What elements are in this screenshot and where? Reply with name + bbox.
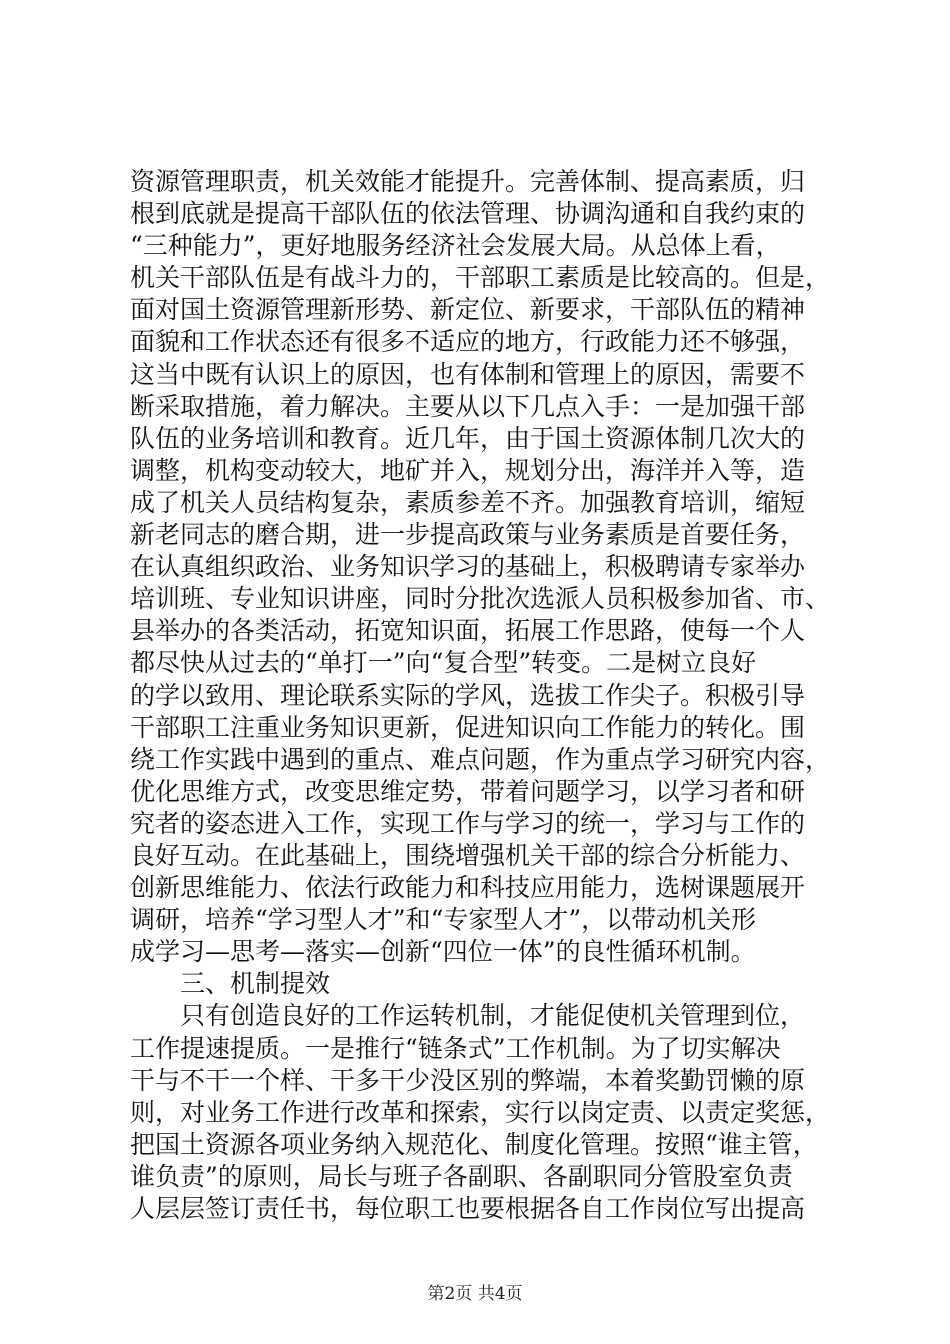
document-body-text (130, 166, 830, 1225)
text-line: 培训班、专业知识讲座，同时分批次选派人员积极参加省、市、 (130, 584, 831, 614)
text-line: 干部职工注重业务知识更新，促进知识向工作能力的转化。围 (130, 712, 806, 742)
text-line: 把国土资源各项业务纳入规范化、制度化管理。按照“谁主管， (130, 1129, 818, 1159)
text-line: 在认真组织政治、业务知识学习的基础上，积极聘请专家举办 (130, 552, 806, 582)
text-line: 成了机关人员结构复杂，素质参差不齐。加强教育培训，缩短 (130, 487, 806, 517)
text-line: 根到底就是提高干部队伍的依法管理、协调沟通和自我约束的 (130, 199, 806, 229)
page-number-footer: 第2页 共4页 (427, 1284, 523, 1304)
text-line: “三种能力”，更好地服务经济社会发展大局。从总体上看， (130, 231, 781, 261)
text-line: 良好互动。在此基础上，围绕增强机关干部的综合分析能力、 (130, 840, 806, 870)
text-line: 创新思维能力、依法行政能力和科技应用能力，选树课题展开 (130, 873, 806, 903)
text-line: 究者的姿态进入工作，实现工作与学习的统一，学习与工作的 (130, 808, 806, 838)
text-line: 都尽快从过去的“单打一”向“复合型”转变。二是树立良好 (130, 648, 757, 678)
text-line: 则，对业务工作进行改革和探索，实行以岗定责、以责定奖惩， (130, 1097, 831, 1127)
text-line: 优化思维方式，改变思维定势，带着问题学习，以学习者和研 (130, 776, 806, 806)
text-line: 干与不干一个样、干多干少没区别的弊端，本着奖勤罚懒的原 (130, 1065, 806, 1095)
text-line: 资源管理职责，机关效能才能提升。完善体制、提高素质，归 (130, 167, 806, 196)
text-line: 县举办的各类活动，拓宽知识面，拓展工作思路，使每一个人 (130, 616, 806, 646)
text-line: 的学以致用、理论联系实际的学风，选拔工作尖子。积极引导 (130, 680, 806, 710)
text-line: 调整，机构变动较大，地矿并入，规划分出，海洋并入等，造 (130, 455, 806, 485)
text-line: 机关干部队伍是有战斗力的，干部职工素质是比较高的。但是， (130, 263, 831, 293)
text-line: 谁负责”的原则，局长与班子各副职、各副职同分管股室负责 (130, 1161, 793, 1191)
text-line: 成学习—思考—落实—创新“四位一体”的良性循环机制。 (130, 937, 756, 967)
text-line: 调研，培养“学习型人才”和“专家型人才”，以带动机关形 (130, 905, 757, 935)
text-line: 面对国土资源管理新形势、新定位、新要求，干部队伍的精神 (130, 295, 806, 325)
text-line: 新老同志的磨合期，进一步提高政策与业务素质是首要任务， (130, 520, 806, 550)
text-line: 只有创造良好的工作运转机制，才能促使机关管理到位， (130, 1001, 806, 1031)
text-line: 人层层签订责任书，每位职工也要根据各自工作岗位写出提高 (130, 1194, 806, 1223)
text-line: 这当中既有认识上的原因，也有体制和管理上的原因，需要不 (130, 359, 806, 389)
text-line: 队伍的业务培训和教育。近几年，由于国土资源体制几次大的 (130, 423, 806, 453)
text-line: 三、机制提效 (130, 969, 331, 999)
text-line: 面貌和工作状态还有很多不适应的地方，行政能力还不够强， (130, 327, 806, 357)
text-line: 绕工作实践中遇到的重点、难点问题，作为重点学习研究内容， (130, 744, 831, 774)
text-line: 工作提速提质。一是推行“链条式”工作机制。为了切实解决 (130, 1033, 781, 1063)
text-line: 断采取措施，着力解决。主要从以下几点入手：一是加强干部 (130, 391, 806, 421)
